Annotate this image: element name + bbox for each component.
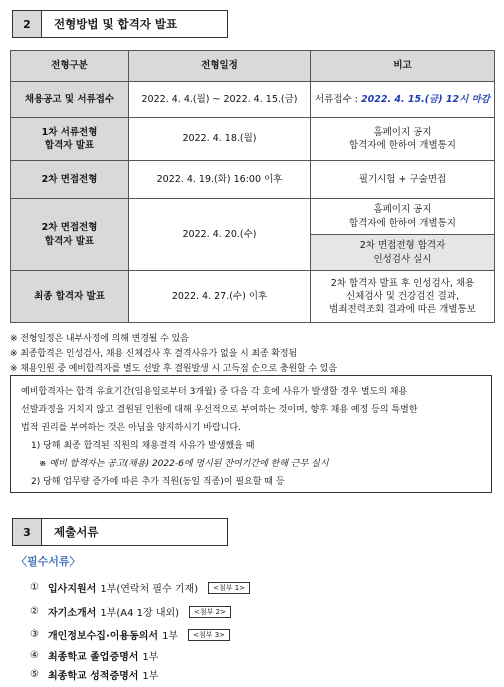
schedule-note: ※ 최종합격은 인성검사, 채용 신체검사 후 결격사유가 없을 시 최종 확정됨 [10,349,298,359]
required-documents-heading: 〈필수서류〉 [16,555,81,568]
stage-cell: 2차 면접전형 [11,161,129,199]
stage-cell [11,118,129,161]
stage-line: 합격자 발표 [44,140,95,151]
note-cell [311,82,495,118]
item-number: ③ [30,629,39,640]
note-cell [311,118,495,161]
document-name: 자기소개서 [48,608,97,619]
list-item [30,648,158,663]
item-number: ⑤ [30,669,39,680]
attachment-tag: <첨부 2> [189,606,231,618]
box-list-item: 1) 당해 최종 합격된 직원의 채용결격 사유가 발생했을 때 [31,441,255,451]
section-3-header [12,518,228,546]
date-cell: 2022. 4. 19.(화) 16:00 이후 [129,161,311,199]
box-text-line: 선발과정을 거치지 않고 결원된 인원에 대해 우선적으로 부여하는 것이며, 향후 채용 예정 등의 특별한 [21,405,418,415]
reserve-candidate-box [10,375,492,493]
note-line: 합격자에 한하여 개별통지 [349,140,456,151]
date-cell: 2022. 4. 20.(수) [129,199,311,271]
list-item [30,604,231,619]
box-text-line: 예비합격자는 합격 유효기간(임용일로부터 3개월) 중 다음 각 호에 사유가 발생할 경우 별도의 채용 [21,387,408,397]
note-line: 범죄전력조회 결과에 따른 개별통보 [329,304,476,316]
note-cell: 필기시험 + 구술면접 [311,161,495,199]
box-list-subnote: ※ 예비 합격자는 공고(채용) 2022-6에 명시된 잔여기간에 한해 근무 실시 [39,459,329,469]
document-detail: 1부(A4 1장 내외) [100,608,180,619]
section-title: 제출서류 [54,525,99,539]
stage-cell [11,199,129,271]
document-name: 최종학교 졸업증명서 [48,652,139,663]
column-header: 비고 [311,51,495,82]
date-cell: 2022. 4. 18.(월) [129,118,311,161]
note-line: 인성검사 실시 [373,253,432,265]
stage-cell: 채용공고 및 서류접수 [11,82,129,118]
schedule-note: ※ 전형일정은 내부사정에 의해 변경될 수 있음 [10,334,189,344]
deadline-highlight: 2022. 4. 15.(금) 12시 마감 [361,93,490,105]
attachment-tag: <첨부 1> [208,582,250,594]
column-header: 전형구분 [11,51,129,82]
table-row [11,161,495,199]
list-item [30,627,230,642]
note-cell [311,271,495,323]
section-2-header [12,10,228,38]
note-line: 2차 합격자 발표 후 인성검사, 채용 [330,277,475,289]
table-row [11,82,495,118]
note-line: 합격자에 한하여 개별통지 [349,217,456,229]
table-row [11,271,495,323]
schedule-table [10,50,495,323]
table-header-row [11,51,495,82]
column-header: 전형일정 [129,51,311,82]
section-number: 2 [13,11,42,37]
date-cell: 2022. 4. 4.(월) ~ 2022. 4. 15.(금) [129,82,311,118]
document-detail: 1부 [162,631,179,642]
section-number: 3 [13,519,42,545]
document-detail: 1부 [142,652,159,663]
list-item [30,580,250,595]
document-detail: 1부(연락처 필수 기재) [100,584,199,595]
note-cell [311,199,495,235]
stage-cell: 최종 합격자 발표 [11,271,129,323]
box-text-line: 법적 권리를 부여하는 것은 아님을 양지하시기 바랍니다. [21,423,241,433]
box-list-item: 2) 당해 업무량 증가에 따른 추가 직원(동일 직종)이 필요할 때 등 [31,477,285,487]
table-row [11,199,495,235]
note-text: 서류접수 : [315,93,361,105]
note-line: 2차 면접전형 합격자 [359,240,446,252]
document-name: 입사지원서 [48,584,97,595]
date-cell: 2022. 4. 27.(수) 이후 [129,271,311,323]
list-item [30,667,158,682]
stage-line: 2차 면접전형 [41,222,98,234]
note-cell [311,235,495,271]
document-detail: 1부 [142,671,159,682]
note-line: 신체검사 및 건강검진 결과, [345,290,460,302]
stage-line: 1차 서류전형 [41,126,98,138]
table-row [11,118,495,161]
section-title: 전형방법 및 합격자 발표 [54,17,178,31]
schedule-note: ※ 채용인원 중 예비합격자를 별도 선발 후 결원발생 시 고득점 순으로 충원할 수 있음 [10,364,337,374]
document-name: 최종학교 성적증명서 [48,671,139,682]
item-number: ④ [30,650,39,661]
attachment-tag: <첨부 3> [188,629,230,641]
item-number: ② [30,606,39,617]
item-number: ① [30,582,39,593]
note-line: 홈페이지 공지 [373,126,432,138]
document-name: 개인정보수집·이용동의서 [48,631,159,642]
note-line: 홈페이지 공지 [373,204,432,216]
stage-line: 합격자 발표 [44,235,95,247]
